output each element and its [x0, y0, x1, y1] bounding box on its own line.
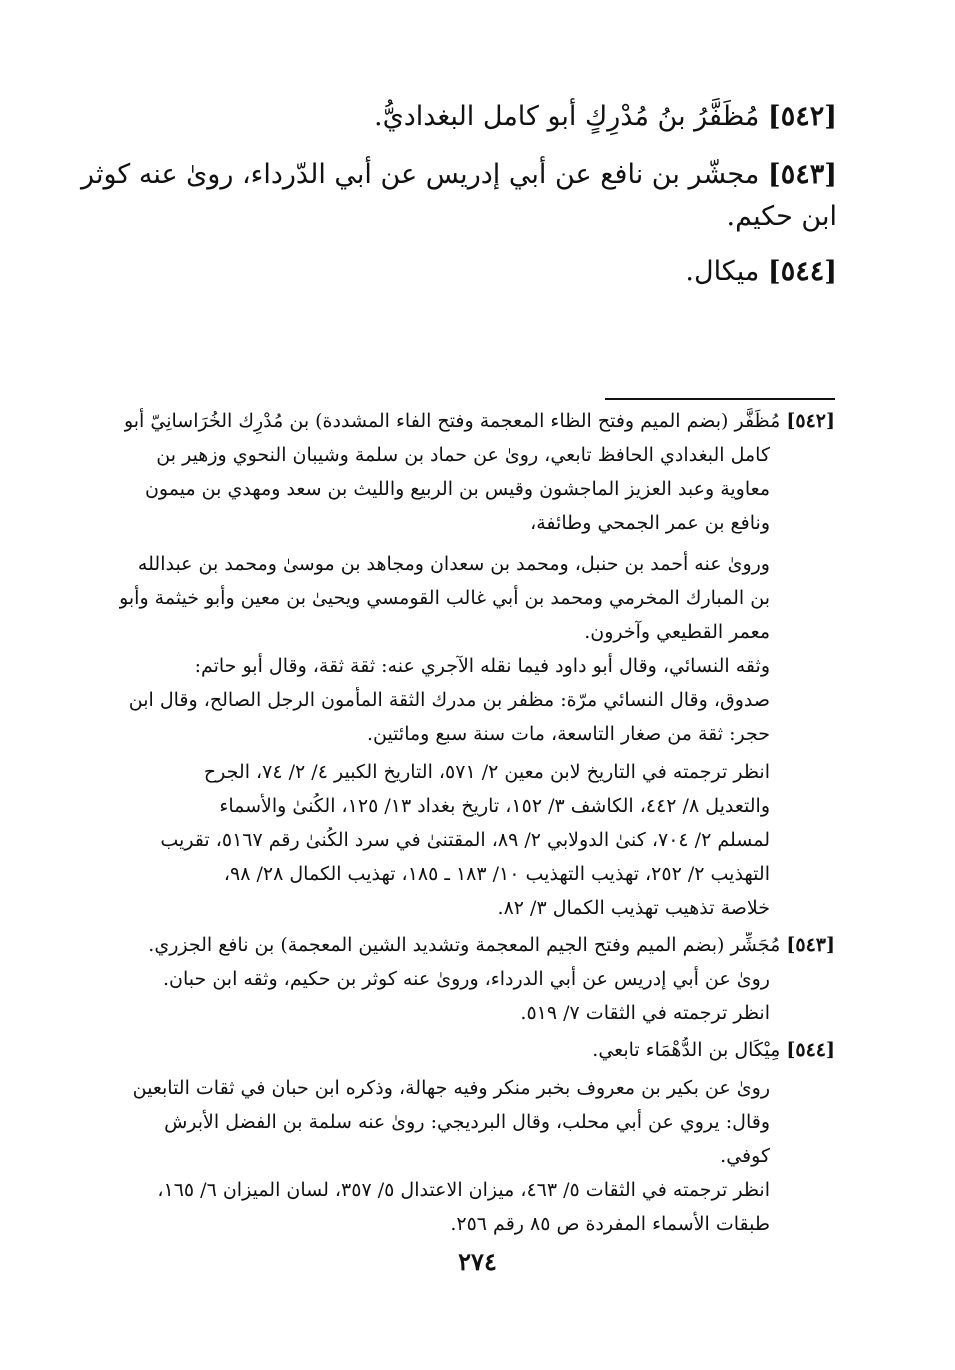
- footnote-544-line: انظر ترجمته في الثقات ٥/ ٤٦٣، ميزان الاعتدال ٥/ ٣٥٧، لسان الميزان ٦/ ١٦٥،: [157, 1179, 770, 1201]
- footnote-number: [٥٤٢]: [786, 410, 835, 432]
- footnote-544-line: طبقات الأسماء المفردة ص ٨٥ رقم ٢٥٦.: [450, 1213, 770, 1235]
- footnote-number: [٥٤٤]: [786, 1039, 835, 1061]
- page-number: ٢٧٤: [458, 1247, 497, 1276]
- footnote-544-line: [٥٤٤] مِيْكَال بن الدُّهْمَاء تابعي.: [592, 1039, 835, 1061]
- footnote-542-line: بن المبارك المخرمي ومحمد بن أبي غالب القومسي ويحيىٰ بن معين وأبو خيثمة وأبو: [119, 587, 770, 609]
- footnote-544-line: روىٰ عن بكير بن معروف بخبر منكر وفيه جهالة، وذكره ابن حبان في ثقات التابعين: [132, 1077, 770, 1099]
- footnote-number: [٥٤٣]: [786, 934, 835, 956]
- entry-544: [685, 255, 837, 289]
- entry-text: مجشّر بن نافع عن أبي إدريس عن أبي الدّرداء، روىٰ عنه كوثر: [81, 159, 760, 190]
- entry-text: ابن حكيم.: [726, 201, 837, 232]
- entry-number: [٥٤٣]: [767, 159, 837, 190]
- entry-543-line-2: [727, 200, 837, 234]
- footnote-542-line: حجر: ثقة من صغار التاسعة، مات سنة سبع ومائتين.: [366, 723, 770, 745]
- footnote-542-line: خلاصة تذهيب تهذيب الكمال ٣/ ٨٢.: [497, 897, 770, 919]
- footnote-separator: [605, 398, 835, 400]
- footnote-543-line: [٥٤٣] مُجَشِّر (بضم الميم وفتح الجيم المعجمة وتشديد الشين المعجمة) بن نافع الجزري.: [148, 934, 835, 956]
- footnote-542-line: صدوق، وقال النسائي مرّة: مظفر بن مدرك الثقة المأمون الرجل الصالح، وقال ابن: [128, 689, 770, 711]
- footnote-542-line: ورویٰ عنه أحمد بن حنبل، ومحمد بن سعدان ومجاهد بن موسیٰ ومحمد بن عبدالله: [137, 553, 770, 575]
- footnote-543-line: انظر ترجمته في الثقات ٧/ ٥١٩.: [520, 1002, 770, 1024]
- entry-text: ميكال.: [685, 256, 760, 287]
- footnote-544-line: وقال: يروي عن أبي محلب، وقال البرديجي: روىٰ عنه سلمة بن الفضل الأبرش: [164, 1111, 770, 1133]
- footnote-542-line: [٥٤٢] مُظَفَّر (بضم الميم وفتح الظاء المعجمة وفتح الفاء المشددة) بن مُدْرِك الخُرَاسانِيّ أبو: [123, 410, 835, 432]
- entry-542: [374, 100, 837, 134]
- footnote-542-line: انظر ترجمته في التاريخ لابن معين ٢/ ٥٧١، التاريخ الكبير ٤/ ٢/ ٧٤، الجرح: [203, 761, 770, 783]
- footnote-542-line: ونافع بن عمر الجمحي وطائفة،: [530, 512, 770, 534]
- footnote-543-line: روىٰ عن أبي إدريس عن أبي الدرداء، وروىٰ عنه كوثر بن حكيم، وثقه ابن حبان.: [163, 968, 770, 990]
- footnote-542-line: والتعديل ٨/ ٤٤٢، الكاشف ٣/ ١٥٢، تاريخ بغداد ١٣/ ١٢٥، الكُنىٰ والأسماء: [219, 795, 770, 817]
- footnote-542-line: معمر القطيعي وآخرون.: [584, 621, 770, 643]
- footnote-544-line: كوفي.: [720, 1145, 770, 1167]
- entry-number: [٥٤٤]: [767, 256, 837, 287]
- footnote-542-line: لمسلم ٢/ ٧٠٤، كنىٰ الدولابي ٢/ ٨٩، المقتنىٰ في سرد الكُنىٰ رقم ٥١٦٧، تقريب: [160, 829, 770, 851]
- footnote-542-line: وثقه النسائي، وقال أبو داود فيما نقله الآجري عنه: ثقة ثقة، وقال أبو حاتم:: [194, 655, 770, 677]
- footnote-542-line: كامل البغدادي الحافظ تابعي، روىٰ عن حماد بن سلمة وشيبان النحوي وزهير بن: [156, 444, 770, 466]
- footnote-542-line: التهذيب ٢/ ٢٥٢، تهذيب التهذيب ١٠/ ١٨٣ ـ ١٨٥، تهذيب الكمال ٢٨/ ٩٨،: [223, 863, 770, 885]
- entry-number: [٥٤٢]: [767, 101, 837, 132]
- entry-text: مُظَفَّرُ بنُ مُدْرِكٍ أبو كامل البغداديُّ.: [373, 101, 760, 132]
- footnote-542-line: معاوية وعبد العزيز الماجشون وقيس بن الربيع والليث بن سعد ومهدي بن ميمون: [144, 478, 770, 500]
- entry-543-line-1: [81, 158, 837, 192]
